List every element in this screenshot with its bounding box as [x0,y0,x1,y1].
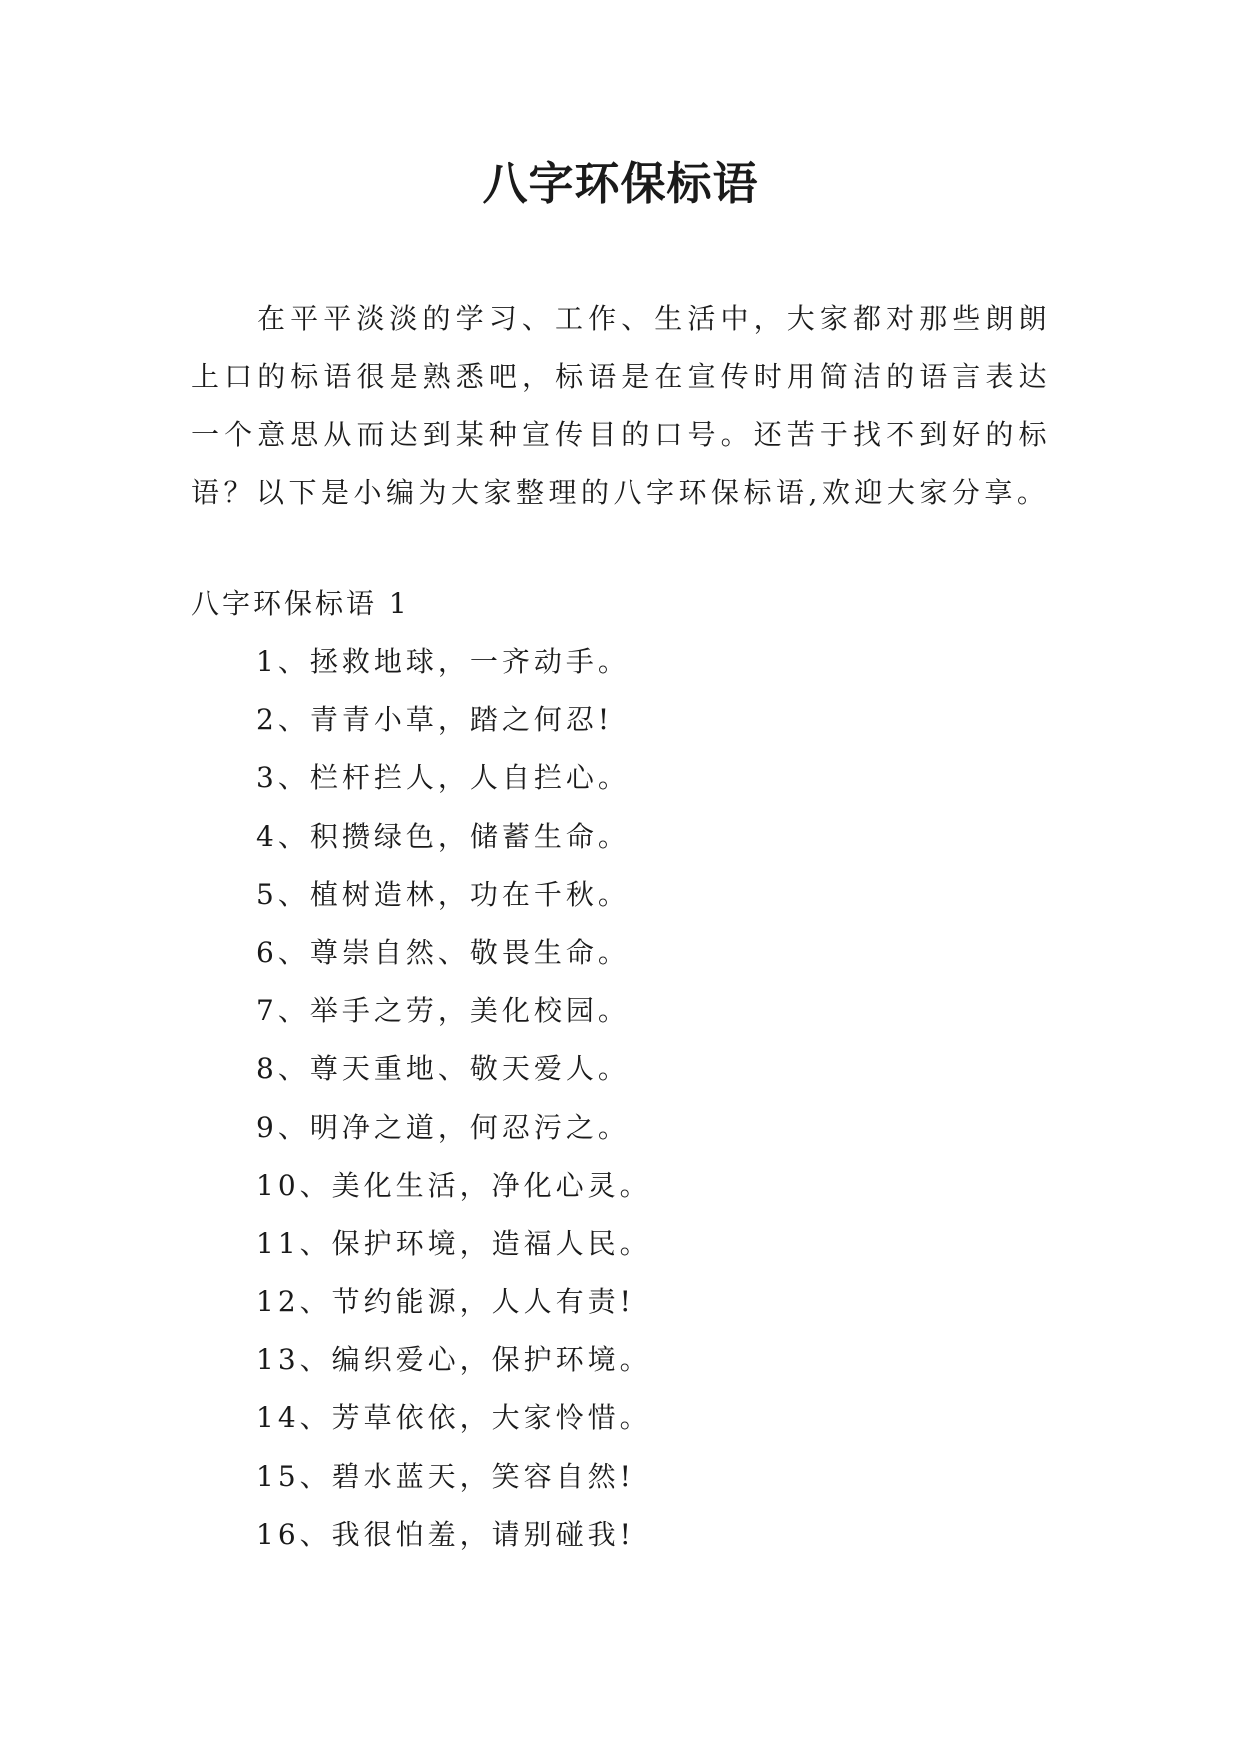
slogan-item: 3、栏杆拦人，人自拦心。 [256,761,630,795]
intro-paragraph: 在平平淡淡的学习、工作、生活中，大家都对那些朗朗上口的标语很是熟悉吧，标语是在宣传时用简洁的语言表达一个意思从而达到某种宣传目的口号。还苦于找不到好的标语？以下是小编为大家整理的八字环保标语,欢迎大家分享。 [191,302,1051,509]
slogan-item: 15、碧水蓝天，笑容自然! [256,1459,635,1493]
slogan-item: 4、积攒绿色，储蓄生命。 [256,819,630,853]
slogan-item: 11、保护环境，造福人民。 [256,1226,652,1260]
slogan-item: 8、尊天重地、敬天爱人。 [256,1052,630,1086]
slogan-item: 2、青青小草，踏之何忍! [256,703,614,737]
document-title: 八字环保标语 [482,157,759,210]
section-heading: 八字环保标语 1 [191,587,410,620]
slogan-item: 13、编织爱心，保护环境。 [256,1343,652,1377]
slogan-item: 6、尊崇自然、敬畏生命。 [256,935,630,969]
slogan-item: 7、举手之劳，美化校园。 [256,994,630,1028]
slogan-item: 14、芳草依依，大家怜惜。 [256,1401,652,1435]
slogan-item: 9、明净之道，何忍污之。 [256,1110,630,1144]
slogan-item: 12、节约能源，人人有责! [256,1285,635,1319]
slogan-item: 5、植树造林，功在千秋。 [256,877,630,911]
slogan-item: 10、美化生活，净化心灵。 [256,1168,652,1202]
slogan-item: 16、我很怕羞，请别碰我! [256,1517,635,1551]
slogan-item: 1、拯救地球，一齐动手。 [256,645,630,678]
slogan-list [256,640,652,1571]
